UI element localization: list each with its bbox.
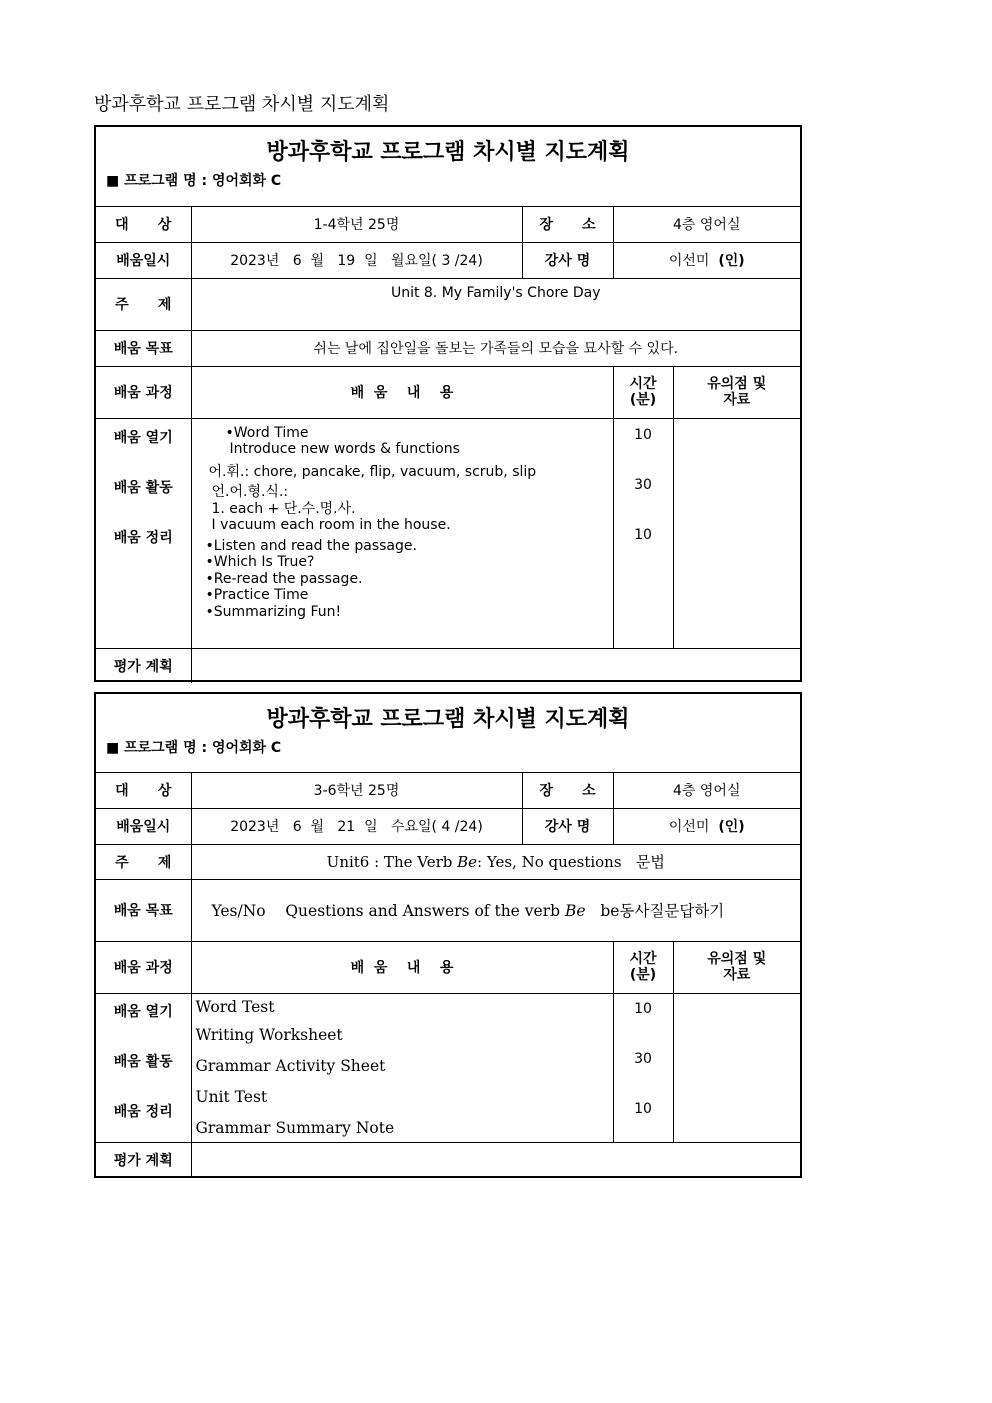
date-row — [96, 808, 800, 844]
goal-row — [96, 879, 800, 941]
topic-text-end: : Yes, No questions 문법 — [477, 853, 665, 871]
process-header-row — [96, 941, 800, 993]
topic-row — [96, 278, 800, 330]
date-value: 2023년 6 월 21 일 수요일( 4 /24) — [191, 808, 522, 844]
evaluation-row — [96, 648, 800, 683]
place-value: 4층 영어실 — [613, 773, 800, 808]
topic-label: 주 제 — [96, 278, 191, 330]
process-header-row — [96, 366, 800, 418]
notes-label — [673, 941, 800, 993]
time-open: 10 — [634, 1000, 652, 1017]
content-label: 배 움 내 용 — [191, 941, 613, 993]
topic-label: 주 제 — [96, 844, 191, 879]
time-label-line2: (분) — [629, 392, 657, 408]
process-row — [96, 418, 800, 648]
process-row — [96, 993, 800, 1142]
document-heading: 방과후학교 프로그램 차시별 지도계획 — [94, 94, 390, 115]
content-line: •Practice Time — [205, 587, 309, 603]
place-label: 장 소 — [522, 773, 613, 808]
phase-column — [96, 993, 191, 1142]
program-name: 영어회화 C — [211, 173, 282, 189]
evaluation-row — [96, 1142, 800, 1177]
target-label: 대 상 — [96, 773, 191, 808]
time-open: 10 — [634, 426, 652, 443]
evaluation-value — [191, 648, 800, 683]
time-activity: 30 — [634, 1050, 652, 1067]
instructor-cell — [613, 808, 800, 844]
content-line: •Which Is True? — [205, 554, 315, 570]
program-name-line — [96, 738, 800, 771]
evaluation-value — [191, 1142, 800, 1177]
target-label: 대 상 — [96, 207, 191, 242]
plan-table — [96, 773, 800, 1177]
notes-label-line1: 유의점 및 — [707, 951, 767, 967]
notes-label-line1: 유의점 및 — [707, 376, 767, 392]
plan-title: 방과후학교 프로그램 차시별 지도계획 — [266, 139, 630, 165]
goal-label: 배움 목표 — [96, 330, 191, 366]
time-label — [613, 941, 673, 993]
notes-label — [673, 366, 800, 418]
notes-label-line2: 자료 — [723, 392, 751, 408]
notes-cell — [673, 418, 800, 648]
content-line: Introduce new words & functions — [229, 441, 460, 457]
lesson-plan-1 — [94, 125, 802, 682]
target-value: 3-6학년 25명 — [191, 773, 522, 808]
time-label-line1: 시간 — [629, 951, 657, 967]
date-label: 배움일시 — [96, 808, 191, 844]
content-line: •Word Time — [225, 424, 309, 441]
plan-table — [96, 207, 800, 683]
topic-row — [96, 844, 800, 879]
date-label: 배움일시 — [96, 242, 191, 278]
content-line: Grammar Summary Note — [195, 1118, 395, 1137]
time-close: 10 — [634, 526, 652, 543]
time-label-line1: 시간 — [629, 376, 657, 392]
topic-italic: Be — [457, 853, 478, 871]
place-label: 장 소 — [522, 207, 613, 242]
time-close: 10 — [634, 1100, 652, 1117]
topic-value: Unit 8. My Family's Chore Day — [191, 278, 800, 330]
evaluation-label: 평가 계획 — [96, 1142, 191, 1177]
goal-text: Yes/No Questions and Answers of the verb — [211, 902, 565, 920]
target-row — [96, 773, 800, 808]
phase-close: 배움 정리 — [113, 529, 173, 546]
content-cell — [191, 418, 613, 648]
content-line: 언.어.형.식.: — [211, 484, 289, 500]
time-column — [613, 993, 673, 1142]
instructor-label: 강사 명 — [522, 808, 613, 844]
phase-close: 배움 정리 — [113, 1103, 173, 1120]
place-value: 4층 영어실 — [613, 207, 800, 242]
instructor-cell — [613, 242, 800, 278]
instructor-name: 이선미 — [668, 253, 710, 269]
date-row — [96, 242, 800, 278]
phase-column — [96, 418, 191, 648]
process-label: 배움 과정 — [96, 941, 191, 993]
notes-label-line2: 자료 — [723, 967, 751, 983]
process-label: 배움 과정 — [96, 366, 191, 418]
lesson-plan-2 — [94, 692, 802, 1178]
time-label-line2: (분) — [629, 967, 657, 983]
content-line: Grammar Activity Sheet — [195, 1056, 386, 1075]
goal-value: 쉬는 날에 집안일을 돌보는 가족들의 모습을 묘사할 수 있다. — [191, 330, 800, 366]
notes-cell — [673, 993, 800, 1142]
time-activity: 30 — [634, 476, 652, 493]
content-line: Writing Worksheet — [195, 1025, 343, 1044]
content-line: I vacuum each room in the house. — [211, 517, 451, 533]
topic-text: Unit6 : The Verb — [326, 853, 458, 871]
seal-mark: (인) — [718, 819, 745, 835]
time-column — [613, 418, 673, 648]
content-line: 1. each + 단.수.명.사. — [211, 500, 356, 517]
program-label: ■ 프로그램 명 : — [106, 173, 212, 189]
plan-title: 방과후학교 프로그램 차시별 지도계획 — [266, 706, 630, 732]
program-name-line — [96, 171, 800, 204]
content-line: 어.휘.: chore, pancake, flip, vacuum, scrub, slip — [208, 463, 537, 480]
date-value: 2023년 6 월 19 일 월요일( 3 /24) — [191, 242, 522, 278]
goal-italic: Be — [564, 902, 586, 920]
time-label — [613, 366, 673, 418]
target-value: 1-4학년 25명 — [191, 207, 522, 242]
content-label: 배 움 내 용 — [191, 366, 613, 418]
phase-open: 배움 열기 — [113, 1003, 173, 1020]
goal-label: 배움 목표 — [96, 879, 191, 941]
evaluation-label: 평가 계획 — [96, 648, 191, 683]
goal-row — [96, 330, 800, 366]
instructor-name: 이선미 — [668, 819, 710, 835]
phase-open: 배움 열기 — [113, 429, 173, 446]
content-line: •Re-read the passage. — [205, 570, 363, 587]
target-row — [96, 207, 800, 242]
plan-header — [96, 127, 800, 207]
goal-value — [191, 879, 800, 941]
content-cell — [191, 993, 613, 1142]
program-name: 영어회화 C — [211, 740, 282, 756]
phase-activity: 배움 활동 — [113, 1053, 173, 1070]
phase-activity: 배움 활동 — [113, 479, 173, 496]
plan-header — [96, 694, 800, 773]
topic-value — [191, 844, 800, 879]
goal-text-end: be동사질문답하기 — [585, 902, 725, 920]
seal-mark: (인) — [718, 253, 745, 269]
content-line: Unit Test — [195, 1087, 268, 1106]
instructor-label: 강사 명 — [522, 242, 613, 278]
content-line: Word Test — [195, 997, 275, 1016]
program-label: ■ 프로그램 명 : — [106, 740, 212, 756]
content-line: •Summarizing Fun! — [205, 603, 342, 620]
content-line: •Listen and read the passage. — [205, 537, 417, 554]
